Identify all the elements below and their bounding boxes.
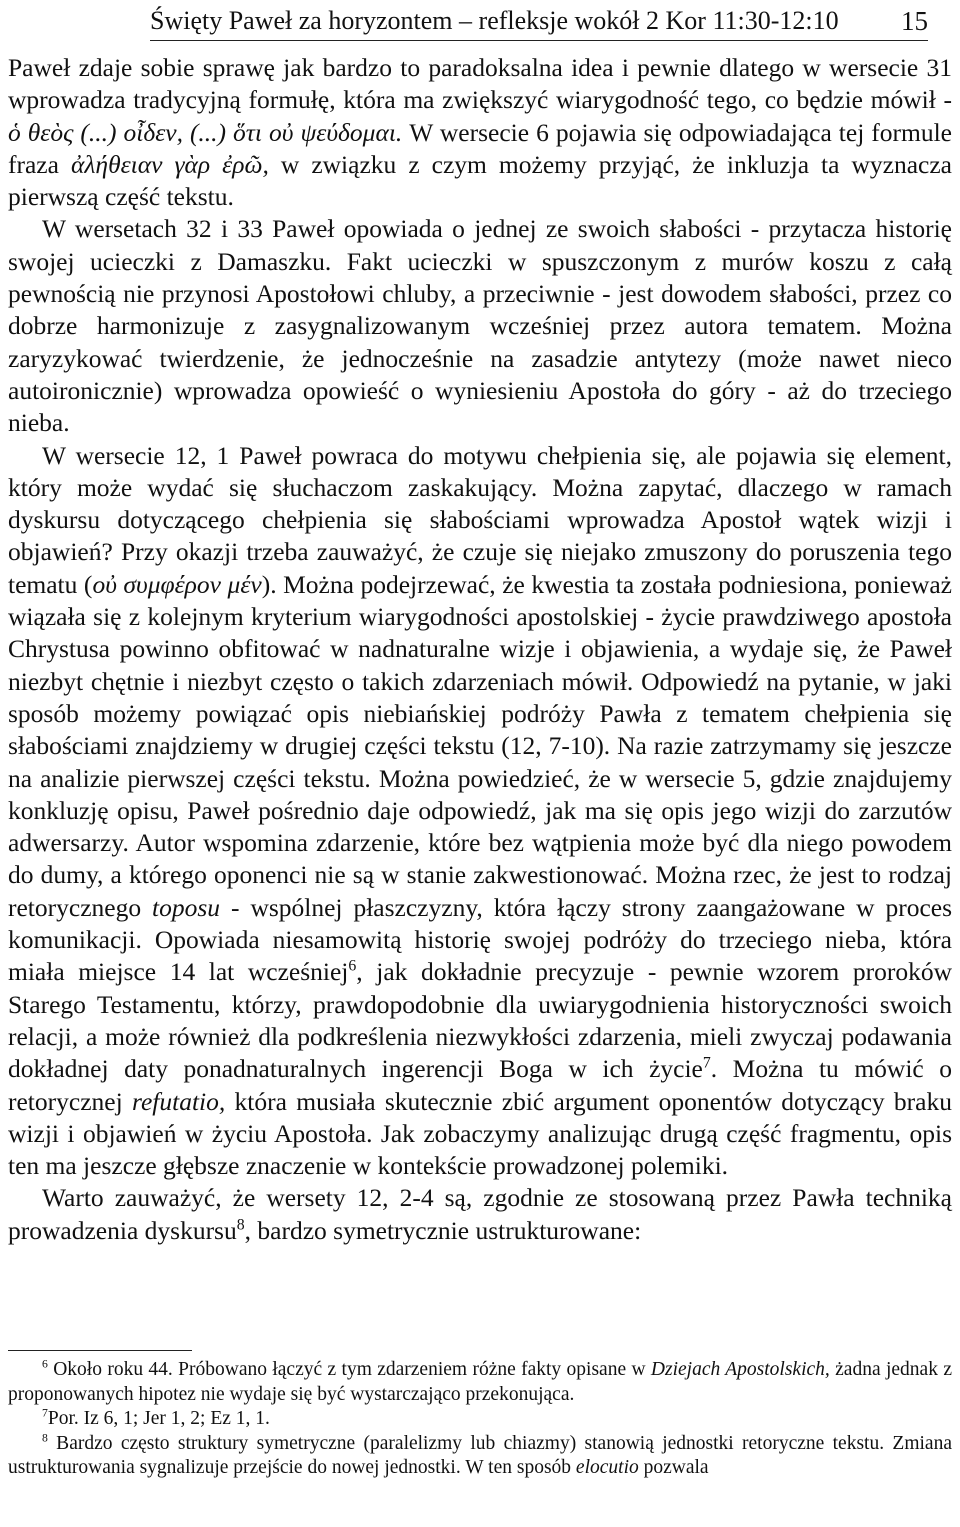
footnote-8-mark: 8 [42,1431,48,1444]
page-number: 15 [901,6,928,36]
footnote-7 [8,1407,952,1432]
paragraph-3-text-d: , jak dokładnie precyzuje - pewnie wzorem proroków Starego Testamentu, którzy, prawdopodobnie dla uwiarygodnienia historyczności swoich relacji, a może również dla podkreślenia niezwykłości zdarzenia, mieli zwyczaj podawania dokładnej daty ponadnaturalnych ingerencji Boga w ich życie [8,957,952,1084]
paragraph-3-text-c: - wspólnej płaszczyzny, która łączy strony zaangażowane w proces komunikacji. Opowiada niesamowitą historię swojej podróży do trzeciego nieba, która miała miejsce 14 lat wcześniej [8,892,952,987]
paragraph-3-text-f: która musiała skutecznie zbić argument oponentów dotyczący braku wizji i objawień w życiu Apostoła. Jak zobaczymy analizując drugą część fragmentu, opis ten ma jeszcze głębsze znaczenie w kontekście prowadzonej polemiki. [8,1086,952,1181]
running-header [150,4,928,41]
paragraph-4-text-b: , bardzo symetrycznie ustrukturowane: [244,1215,642,1245]
footnote-8 [8,1432,952,1481]
paragraph-4 [8,1182,952,1247]
footnote-7-text: Por. Iz 6, 1; Jer 1, 2; Ez 1, 1. [47,1408,270,1429]
footnote-8-italic: elocutio [575,1457,639,1478]
footnote-8-text-a: Bardzo często struktury symetryczne (paralelizmy lub chiazmy) stanowią jednostki retoryczne tekstu. Zmiana ustrukturowania sygnalizuje przejście do nowej jednostki. W ten sposób [8,1432,952,1478]
footnote-7-mark: 7 [42,1406,48,1420]
greek-phrase-1: ὁ θεὸς (...) οἶδεν, (...) ὅτι οὐ ψεύδομαι. [8,117,403,147]
paragraph-3 [8,440,952,1183]
paragraph-4-text-a: Warto zauważyć, że wersety 12, 2-4 są, zgodnie ze stosowaną przez Pawła techniką prowadzenia dyskursu [8,1183,952,1245]
paragraph-1-text-c: w związku z czym możemy przyjąć, że inkluzja ta wyznacza pierwszą część tekstu. [8,149,952,212]
footnote-6-text-b: żadna jednak z proponowanych hipotez nie wydaje się być wystarczająco przekonująca. [8,1359,952,1405]
footnote-6-italic: Dziejach Apostolskich, [650,1359,830,1380]
paragraph-3-text-a: W wersecie 12, 1 Paweł powraca do motywu chełpienia się, ale pojawia się element, który może wydać się słuchaczom zaskakujący. Można zapytać, dlaczego w ramach dyskursu dotyczącego chełpienia się słabościami wprowadza Apostoł wątek wizji i objawień? Przy okazji trzeba zauważyć, że czuje się niejako zmuszony do poruszenia tego tematu ( [8,440,952,599]
paragraph-3-text-e: . Można tu mówić o retorycznej [8,1054,952,1116]
paragraph-3-text-b: ). Można podejrzewać, że kwestia ta została podniesiona, ponieważ wiązała się z kolejnym kryterium wiarygodności apostolskiej - życie prawdziwego apostoła Chrystusa powinno obfitować w nadnaturalne wizje i objawienia, a wydaje się, że Paweł niezbyt chętnie i niezbyt często o takich zdarzeniach mówił. Odpowiedź na pytanie, w jaki sposób możemy powiązać opis niebiańskiej podróży Pawła z tematem chełpienia się słabościami znajdziemy w drugiej części tekstu (12, 7-10). Na razie zatrzymamy się jeszcze na analizie pierwszej części tekstu. Można powiedzieć, że w wersecie 5, gdzie znajdujemy konkluzję opisu, Paweł pośrednio daje odpowiedź, jak ma się opis jego wizji do zarzutów adwersarzy. Autor wspomina zdarzenie, które bez wątpienia może być dla niego powodem do dumy, a którego oponenci nie są w stanie zakwestionować. Można rzec, że jest to rodzaj retorycznego [8,569,952,922]
paragraph-2: W wersetach 32 i 33 Paweł opowiada o jednej ze swoich słabości - przytacza historię swojej ucieczki z Damaszku. Fakt ucieczki w spuszczonym z murów koszu z całą pewnością nie przynosi Apostołowi chluby, a przeciwnie - jest dowodem słabości, przez co dobrze harmonizuje z zasygnalizowanym wcześniej przez autora tematem. Można zaryzykować twierdzenie, że jednocześnie na zasadzie antytezy (może nawet nieco autoironicznie) wprowadza opowieść o wyniesieniu Apostoła do góry - aż do trzeciego nieba. [8,214,952,438]
term-toposu: toposu [152,892,221,922]
running-title: Święty Paweł za horyzontem – refleksje wokół 2 Kor 11:30-12:10 [150,6,839,35]
footnote-ref-6[interactable]: 6 [348,957,357,975]
footnote-divider [8,1350,192,1351]
greek-phrase-3: οὐ συμφέρον μέν [92,569,262,599]
paragraph-1 [8,52,952,213]
body-text [8,52,952,1247]
footnote-6 [8,1358,952,1407]
paragraph-1-text-a: Paweł zdaje sobie sprawę jak bardzo to paradoksalna idea i pewnie dlatego w wersecie 31 wprowadza tradycyjną formułę, która ma zwiększyć wiarygodność tego, co będzie mówił - [8,53,952,115]
footnote-8-text-b: pozwala [638,1457,709,1478]
footnote-6-text-a: Około roku 44. Próbowano łączyć z tym zdarzeniem różne fakty opisane w [47,1359,651,1380]
paragraph-1-text-b: W wersecie 6 pojawia się odpowiadająca tej formule fraza [8,117,952,179]
footnote-ref-8[interactable]: 8 [236,1216,245,1234]
footnote-ref-7[interactable]: 7 [702,1054,711,1072]
greek-phrase-2: ἀλήθειαν γὰρ ἐρῶ, [70,149,269,179]
term-refutatio: refutatio, [131,1086,226,1116]
footnote-6-mark: 6 [42,1357,48,1371]
footnotes [8,1358,952,1481]
